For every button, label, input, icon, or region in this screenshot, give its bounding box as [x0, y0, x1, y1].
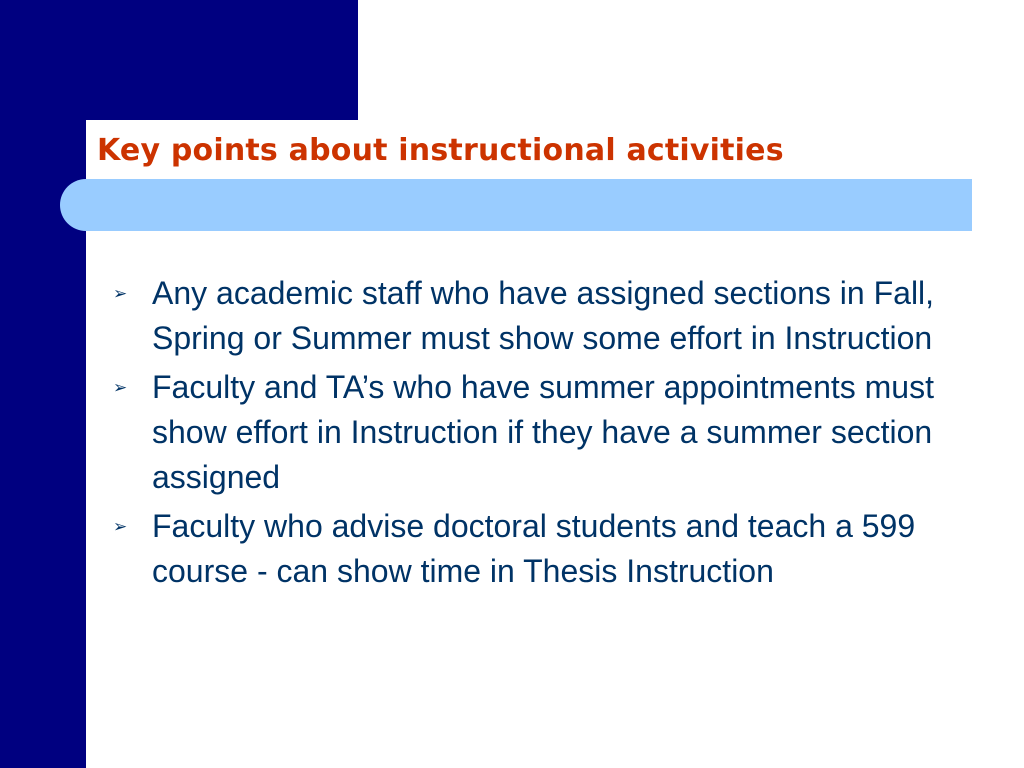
- bullet-text: Faculty who advise doctoral students and teach a 599 course - can show time in Thesis Instruction: [152, 508, 916, 589]
- bullet-item: [112, 365, 992, 500]
- bullet-text: Faculty and TA’s who have summer appointments must show effort in Instruction if they have a summer section assigned: [152, 369, 934, 495]
- title-accent-bar: [60, 179, 972, 231]
- slide-title: Key points about instructional activities: [97, 133, 784, 168]
- arrow-bullet-icon: ➢: [113, 378, 128, 398]
- top-left-block-decoration: [0, 0, 358, 120]
- bullet-item: [112, 504, 992, 594]
- arrow-bullet-icon: ➢: [113, 284, 128, 304]
- bullet-item: [112, 271, 992, 361]
- bullet-text: Any academic staff who have assigned sections in Fall, Spring or Summer must show some effort in Instruction: [152, 275, 935, 356]
- bullet-list: [112, 271, 992, 598]
- arrow-bullet-icon: ➢: [113, 517, 128, 537]
